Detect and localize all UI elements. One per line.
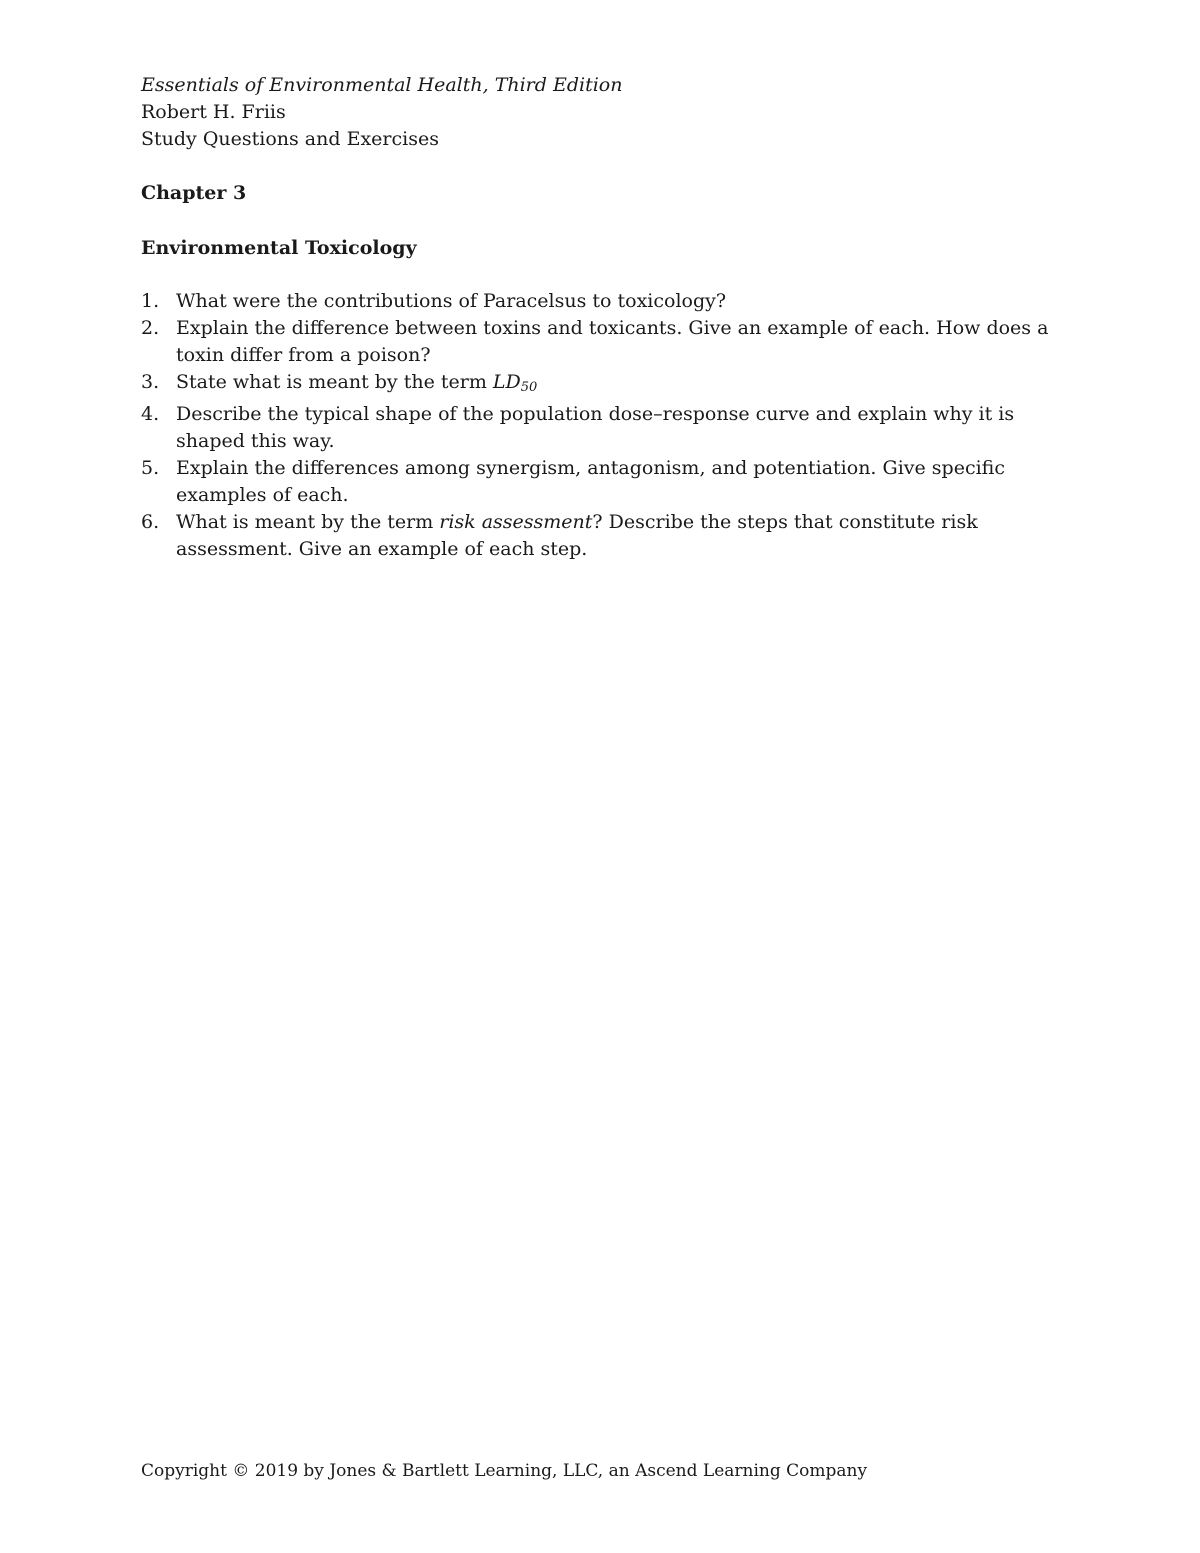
chapter-heading: Chapter 3 [141,182,247,204]
question-number: 5. [141,457,160,479]
question-text-after: ? Describe the steps that constitute risk assessment. Give an example of each step. [176,511,978,560]
copyright-footer: Copyright © 2019 by Jones & Bartlett Learning, LLC, an Ascend Learning Company [141,1461,868,1481]
question-term: LD [492,371,521,393]
question-number: 2. [141,317,160,339]
question-item [141,401,1071,455]
question-item [141,369,1071,401]
document-subtitle: Study Questions and Exercises [141,128,439,150]
question-item [141,288,1071,315]
author-name: Robert H. Friis [141,101,286,123]
question-number: 4. [141,403,160,425]
section-title: Environmental Toxicology [141,237,417,259]
question-item [141,455,1071,509]
question-text: Describe the typical shape of the population dose–response curve and explain why it is shaped this way. [176,403,1015,452]
question-number: 6. [141,511,160,533]
question-term: risk assessment [439,511,593,533]
question-term-subscript: 50 [520,380,538,395]
question-list [141,288,1071,563]
question-item [141,509,1071,563]
question-text: Explain the difference between toxins and toxicants. Give an example of each. How does a toxin differ from a poison? [176,317,1049,366]
question-number: 3. [141,371,160,393]
book-title: Essentials of Environmental Health, Third Edition [141,74,623,96]
question-number: 1. [141,290,160,312]
question-item [141,315,1071,369]
document-header [141,72,622,153]
question-text: Explain the differences among synergism, antagonism, and potentiation. Give specific examples of each. [176,457,1005,506]
question-text: What were the contributions of Paracelsus to toxicology? [176,290,727,312]
question-text: State what is meant by the term [176,371,493,393]
question-text: What is meant by the term [176,511,440,533]
